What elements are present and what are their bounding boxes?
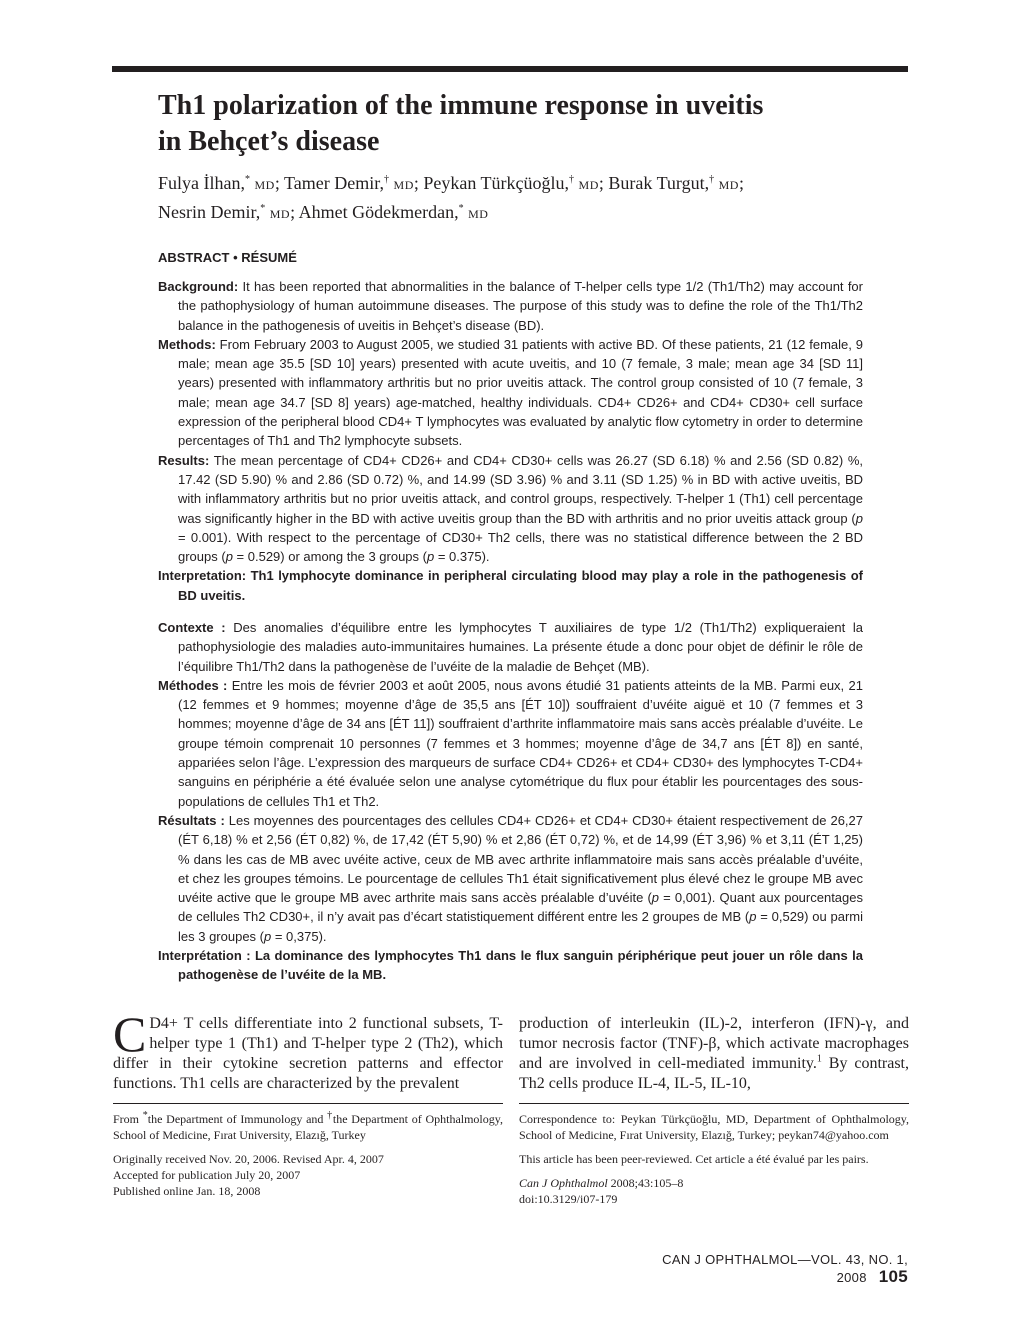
affiliation-mark: * [260,203,266,214]
affiliation-mark: † [384,174,390,185]
p-value-symbol: p [651,890,660,906]
abstract-interpretation [158,566,863,605]
author-line-1 [158,170,898,199]
author-name: Nesrin Demir, [158,202,261,222]
body-text: D4+ T cells differentiate into 2 functional subsets, T-helper type 1 (Th1) and T-helper type 2 (Th2), which differ in their cytokine secretion patterns and effector functions. Th1 cells are characterized by the prevalent [113,1015,503,1092]
doi: doi:10.3129/i07-179 [519,1192,618,1206]
p-value-symbol: p [264,928,272,944]
accepted-date: Accepted for publication July 20, 2007 [113,1168,301,1182]
abstract-results [158,451,863,567]
author-separator: ; [290,202,296,222]
running-head: CAN J OPHTHALMOL—VOL. 43, NO. 1, 2008 [662,1252,908,1285]
author-name: Burak Turgut, [608,173,710,193]
author-separator: ; [738,173,744,193]
section-label: Contexte : [158,620,226,635]
resume-resultats [158,811,863,946]
footnote-right [519,1103,909,1215]
journal-name: Can J Ophthalmol [519,1176,608,1190]
abstract-english [158,277,863,605]
author-degree: MD [254,178,275,192]
section-text: Des anomalies d’équilibre entre les lymphocytes T auxiliaires de type 1/2 (Th1/Th2) expliqueraient la pathophysiologie des maladies auto-immunitaires humaines. La présente étude a donc pour objet de définir le rôle de l’équilibre Th1/Th2 dans la pathogenèse de l’uvéite de la maladie de Behçet (MB). [178,620,863,674]
author-name: Ahmet Gödekmerdan, [298,202,459,222]
author-separator: ; [274,173,280,193]
article-title [158,88,898,160]
affiliation-text: From [113,1112,143,1126]
section-text: = 0,529) ou parmi les 3 groupes ( [178,909,863,944]
top-rule [112,66,908,72]
footnote-left [113,1103,503,1207]
abstract-heading: ABSTRACT • RÉSUMÉ [158,250,297,265]
section-text: = 0.375). [434,549,490,565]
section-text: = 0,001). Quant aux pourcentages de cellules Th2 CD30+, il n’y avait pas d’écart statistiquement différent entre les 2 groupes de MB ( [178,890,863,925]
section-text: = 0.529) or among the 3 groups ( [232,549,427,565]
section-text: = 0,375). [271,928,327,944]
section-label: Results: [158,452,210,468]
section-text: = 0.001). With respect to the percentage of CD30+ Th2 cells, there was no statistical difference between the 2 BD groups ( [178,529,863,565]
reference-marker: 1 [816,1053,822,1065]
author-name: Tamer Demir, [284,173,385,193]
publication-history [113,1151,503,1199]
author-degree: MD [269,207,291,221]
section-label: Résultats : [158,812,225,828]
affiliation-mark: * [458,203,464,214]
body-column-left [113,1006,503,1094]
affiliation-text: the Department of Immunology and [147,1112,328,1126]
affiliation-mark: † [709,174,715,185]
correspondence: Correspondence to: Peykan Türkçüoğlu, MD, Department of Ophthalmology, School of Medicine, Fırat University, Elazığ, Turkey; peykan74@yahoo.com [519,1112,909,1142]
section-label: Interpretation: [158,568,247,584]
page-footer [600,1252,908,1287]
p-value-symbol: p [749,909,757,925]
author-name: Fulya İlhan, [158,173,245,193]
affiliation-mark: † [327,1110,333,1121]
abstract-methods [158,335,863,451]
author-degree: MD [718,178,739,192]
author-name: Peykan Türkçüoğlu, [423,173,570,193]
author-list [158,170,898,228]
resume-contexte [158,618,863,676]
title-line-1: Th1 polarization of the immune response in uveitis [158,90,764,121]
citation-details: 2008;43:105–8 [607,1176,684,1190]
peer-review-note: This article has been peer-reviewed. Cet article a été évalué par les pairs. [519,1152,869,1166]
author-degree: MD [393,178,414,192]
author-separator: ; [413,173,419,193]
resume-interpretation [158,946,863,985]
citation [519,1175,909,1207]
section-label: Interprétation : [158,948,251,964]
abstract-french [158,618,863,985]
affiliation-mark: * [245,174,250,185]
body-column-right [519,1014,909,1094]
affiliation-text: the Department of Ophthalmology, School of Medicine, Fırat University, Elazığ, Turkey [113,1112,503,1142]
author-degree: MD [578,178,599,192]
p-value-symbol: p [855,510,863,526]
section-text: La dominance des lymphocytes Th1 dans le flux sanguin périphérique peut jouer un rôle dans la pathogenèse de l’uvéite de la MB. [178,948,863,983]
section-text: From February 2003 to August 2005, we studied 31 patients with active BD. Of these patients, 21 (12 female, 9 male; mean age 35.5 [SD 10] years) presented with acute uveitis, and 10 (7 female, 3 male; mean age 34 [SD 11] years) presented with inflammatory arthritis but no prior uveitis attack. The control group consisted of 10 (7 female, 3 male; mean age 34.7 [SD 8] years) age-matched, healthy individuals. CD4+ CD26+ and CD4+ CD30+ cell surface expression of the peripheral blood CD4+ T lymphocytes was evaluated by analytic flow cytometry in order to determine percentages of Th1 and Th2 lymphocyte subsets. [178,336,863,449]
abstract-background [158,277,863,335]
section-text: Th1 lymphocyte dominance in peripheral circulating blood may play a role in the pathogenesis of BD uveitis. [178,568,863,603]
body-text: By contrast, Th2 cells produce IL-4, IL-5, IL-10, [519,1055,909,1092]
section-label: Méthodes : [158,677,228,693]
published-date: Published online Jan. 18, 2008 [113,1184,261,1198]
author-separator: ; [598,173,604,193]
p-value-symbol: p [225,549,233,565]
author-degree: MD [468,207,489,221]
section-text: Entre les mois de février 2003 et août 2005, nous avons étudié 31 patients atteints de la MB. Parmi eux, 21 (12 femmes et 9 hommes; moyenne d’âge de 35,5 ans [ÉT 10]) souffraient d’uvéite aiguë et 10 (7 femmes et 3 hommes; moyenne d’âge de 34 ans [ÉT 11]) souffraient d’arthrite inflammatoire mais sans accès préalable d’uvéite. Le groupe témoin comprenait 10 personnes (7 femmes et 3 hommes; moyenne d’âge de 34,7 ans [ÉT 8]) en santé, appariées selon l’âge. L’expression des marqueurs de surface CD4+ CD26+ et CD4+ CD30+ des lymphocytes T-CD4+ sanguins en périphérie a été évaluée selon une analyse cytométrique du flux pour établir les pourcentages des sous-populations de cellules Th1 et Th2. [178,677,863,809]
title-line-2: in Behçet’s disease [158,126,380,157]
section-text: Les moyennes des pourcentages des cellules CD4+ CD26+ et CD4+ CD30+ étaient respectivement de 26,27 (ÉT 6,18) % et 2,56 (ÉT 0,82) %, de 17,42 (ÉT 5,90) % et 2,86 (ÉT 0,72) %, et de 14,99 (ÉT 3,96) % et 3,11 (ÉT 1,25) % dans les cas de MB avec uvéite active, ceux de MB avec arthrite inflammatoire mais sans accès préalable d’uvéite, et chez les groupes témoins. Le pourcentage de cellules Th1 était significativement plus élevé chez le groupe MB avec uvéite active que le groupe MB avec arthrite mais sans accès préalable d’uvéite ( [178,812,863,906]
affiliations [113,1111,503,1143]
received-date: Originally received Nov. 20, 2006. Revised Apr. 4, 2007 [113,1152,384,1166]
section-label: Background: [158,279,239,294]
citation-line [519,1175,909,1191]
section-label: Methods: [158,336,216,352]
p-value-symbol: p [426,549,435,565]
resume-methodes [158,676,863,811]
author-line-2 [158,199,898,228]
drop-cap: C [113,1006,147,1062]
page-number: 105 [878,1267,908,1286]
affiliation-mark: † [569,174,575,185]
affiliation-mark: * [142,1110,148,1121]
body-text: production of interleukin (IL)-2, interferon (IFN)-γ, and tumor necrosis factor (TNF)-β, which activate macrophages and are involved in cell-mediated immunity. [519,1015,909,1072]
section-text: It has been reported that abnormalities in the balance of T-helper cells type 1/2 (Th1/Th2) may account for the pathophysiology of human autoimmune diseases. The purpose of this study was to define the role of the Th1/Th2 balance in the pathogenesis of uveitis in Behçet’s disease (BD). [178,279,863,333]
section-text: The mean percentage of CD4+ CD26+ and CD4+ CD30+ cells was 26.27 (SD 6.18) % and 2.56 (SD 0.82) %, 17.42 (SD 5.90) % and 2.86 (SD 0.72) %, and 14.99 (SD 3.96) % and 3.11 (SD 1.25) % in BD with active uveitis, BD with inflammatory arthritis but no prior uveitis attack, and control groups, respectively. T-helper 1 (Th1) cell percentage was significantly higher in the BD with active uveitis group than the BD with arthritis and no prior uveitis attack group ( [178,452,863,526]
